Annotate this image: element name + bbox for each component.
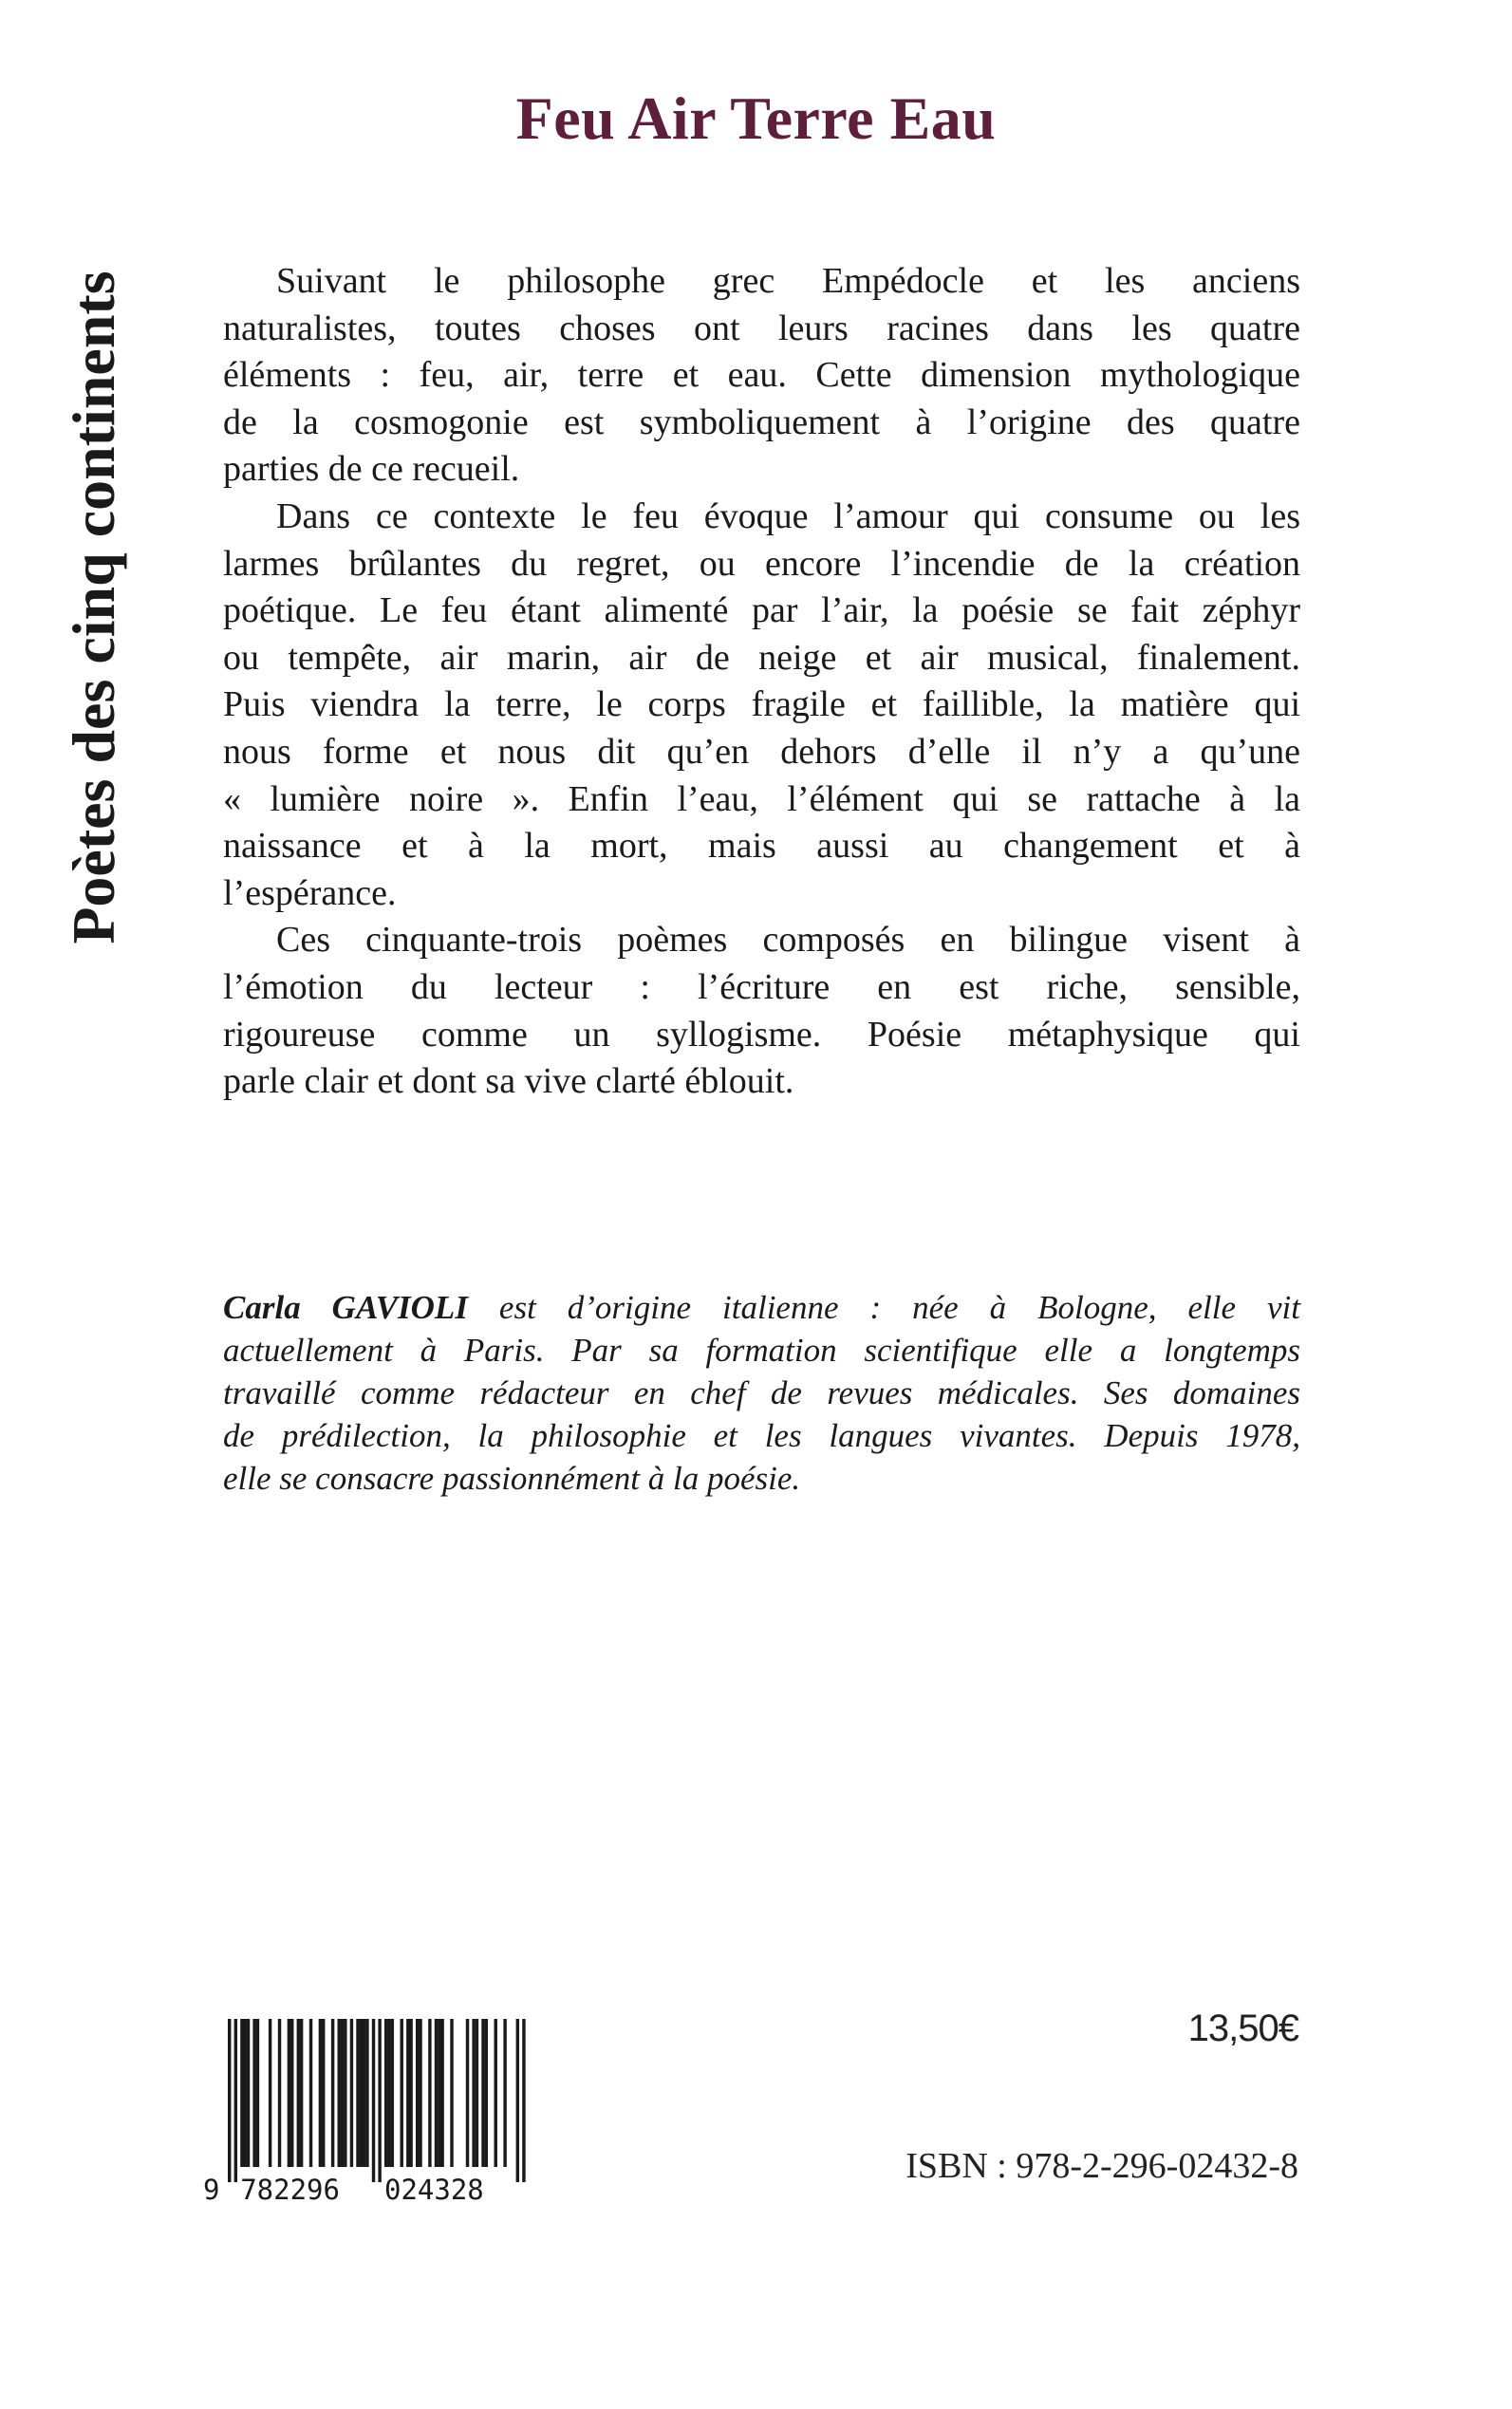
description-line: l’émotion du lecteur : l’écriture en est riche, sensible, xyxy=(223,966,1300,1007)
description-line: Ces cinquante-trois poèmes composés en bilingue visent à xyxy=(276,920,1300,961)
description-line: de la cosmogonie est symboliquement à l’origine des quatre xyxy=(223,402,1300,442)
barcode-bar xyxy=(300,2019,303,2167)
barcode-bar xyxy=(256,2019,259,2167)
barcode-bar xyxy=(372,2019,375,2182)
barcode-bar xyxy=(495,2019,497,2167)
barcode-bar xyxy=(516,2019,519,2182)
barcode-bar xyxy=(341,2019,344,2167)
book-title: Feu Air Terre Eau xyxy=(515,84,997,152)
description-line: l’espérance. xyxy=(223,872,397,913)
barcode-bar xyxy=(228,2019,231,2182)
barcode-bar xyxy=(401,2019,403,2167)
bio-text: est d’origine italienne : née à Bologne, elle vit xyxy=(467,1289,1300,1326)
barcode-bar xyxy=(331,2019,334,2167)
barcode-bar xyxy=(288,2019,290,2167)
barcode-digits: 024328 xyxy=(384,2174,484,2206)
author-bio xyxy=(223,1286,1300,1500)
barcode-digits: 782296 xyxy=(240,2174,340,2206)
barcode-bar xyxy=(234,2019,237,2182)
barcode-bar xyxy=(450,2019,453,2167)
description-line: Suivant le philosophe grec Empédocle et les anciens xyxy=(276,261,1300,301)
isbn: ISBN : 978-2-296-02432-8 xyxy=(905,2146,1298,2186)
bio-line xyxy=(223,1286,1300,1329)
price: 13,50€ xyxy=(1187,2008,1298,2049)
bio-line: de prédilection, la philosophie et les langues vivantes. Depuis 1978, xyxy=(223,1417,1300,1454)
barcode-bar xyxy=(409,2019,412,2167)
barcode-bar xyxy=(356,2019,359,2167)
author-name: Carla GAVIOLI xyxy=(223,1289,468,1326)
barcode-bar xyxy=(240,2019,243,2167)
bio-line: actuellement à Paris. Par sa formation scientifique elle a longtemps xyxy=(223,1332,1300,1369)
barcode-bar xyxy=(416,2019,419,2167)
bio-line: elle se consacre passionnément à la poésie. xyxy=(223,1460,801,1497)
description-line: Dans ce contexte le feu évoque l’amour qui consume ou les xyxy=(276,495,1300,536)
series-title: Poètes des cinq continents xyxy=(60,271,127,944)
barcode-bar xyxy=(481,2019,484,2167)
barcode-bar xyxy=(297,2019,300,2167)
barcode-bar xyxy=(378,2019,381,2182)
barcode-bar xyxy=(466,2019,469,2167)
barcode-bar xyxy=(309,2019,312,2167)
barcode-bar xyxy=(435,2019,438,2167)
barcode-bar xyxy=(269,2019,271,2167)
barcode-bar xyxy=(485,2019,488,2167)
barcode-bar xyxy=(363,2019,365,2167)
barcode xyxy=(201,2019,552,2209)
barcode-bar xyxy=(360,2019,363,2167)
barcode-bar xyxy=(438,2019,440,2167)
description-line: ou tempête, air marin, air de neige et air musical, finalement. xyxy=(223,637,1300,678)
description-line: éléments : feu, air, terre et eau. Cette dimension mythologique xyxy=(223,355,1300,396)
description-line: nous forme et nous dit qu’en dehors d’elle il n’y a qu’une xyxy=(223,731,1300,772)
description-line: naturalistes, toutes choses ont leurs racines dans les quatre xyxy=(223,308,1300,348)
description-line: parle clair et dont sa vive clarté éblouit. xyxy=(223,1061,794,1102)
description-line: larmes brûlantes du regret, ou encore l’incendie de la création xyxy=(223,543,1300,584)
barcode-bar xyxy=(472,2019,475,2167)
barcode-bar xyxy=(428,2019,431,2167)
description-line: parties de ce recueil. xyxy=(223,449,520,490)
barcode-bar xyxy=(338,2019,341,2167)
barcode-bar xyxy=(244,2019,247,2167)
barcode-bar xyxy=(350,2019,353,2167)
description-line: rigoureuse comme un syllogisme. Poésie métaphysique qui xyxy=(223,1014,1300,1055)
description-line: Puis viendra la terre, le corps fragile et faillible, la matière qui xyxy=(223,684,1300,725)
barcode-bar xyxy=(384,2019,387,2167)
barcode-bar xyxy=(319,2019,322,2167)
description-line: « lumière noire ». Enfin l’eau, l’élément qui se rattache à la xyxy=(223,778,1300,819)
barcode-bar xyxy=(522,2019,525,2182)
barcode-bar xyxy=(278,2019,281,2167)
barcode-bar xyxy=(247,2019,250,2167)
barcode-digits: 9 xyxy=(203,2174,220,2206)
barcode-bar xyxy=(387,2019,390,2167)
barcode-bar xyxy=(290,2019,293,2167)
barcode-bar xyxy=(503,2019,506,2167)
barcode-bar xyxy=(365,2019,368,2167)
barcode-bar xyxy=(344,2019,346,2167)
barcode-bar xyxy=(476,2019,478,2167)
barcode-bar xyxy=(322,2019,325,2167)
bio-line: travaillé comme rédacteur en chef de revues médicales. Ses domaines xyxy=(223,1374,1300,1411)
barcode-bar xyxy=(406,2019,409,2167)
barcode-bar xyxy=(440,2019,443,2167)
barcode-bar xyxy=(391,2019,394,2167)
description-line: naissance et à la mort, mais aussi au changement et à xyxy=(223,826,1300,867)
barcode-bar xyxy=(252,2019,255,2167)
description xyxy=(223,258,1300,1106)
description-line: poétique. Le feu étant alimenté par l’air, la poésie se fait zéphyr xyxy=(223,590,1300,631)
barcode-bar xyxy=(419,2019,421,2167)
